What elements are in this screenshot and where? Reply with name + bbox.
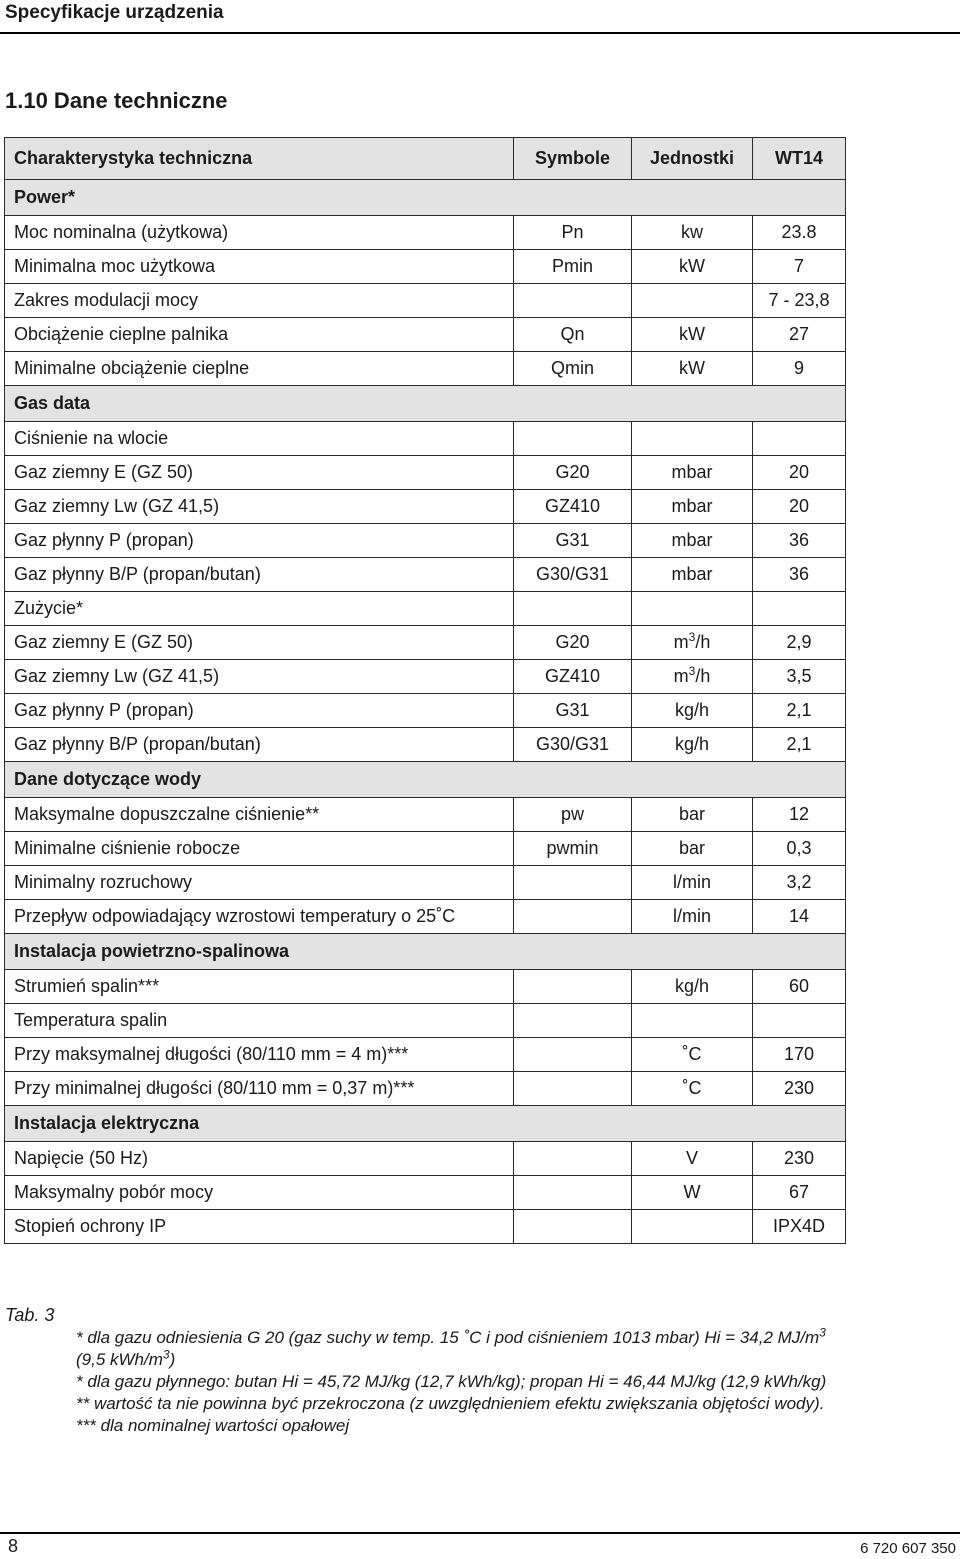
row-unit: l/min bbox=[632, 900, 753, 934]
table-row bbox=[5, 216, 846, 250]
row-unit bbox=[632, 422, 753, 456]
row-unit bbox=[632, 1210, 753, 1244]
row-value: 9 bbox=[753, 352, 846, 386]
row-unit bbox=[632, 1004, 753, 1038]
row-symbol bbox=[514, 900, 632, 934]
table-section-row bbox=[5, 386, 846, 422]
row-value: 12 bbox=[753, 798, 846, 832]
section-label: Power* bbox=[5, 180, 846, 216]
row-label: Gaz ziemny Lw (GZ 41,5) bbox=[5, 660, 514, 694]
row-label: Temperatura spalin bbox=[5, 1004, 514, 1038]
footnote: ** wartość ta nie powinna być przekroczona (z uwzględnieniem efektu zwiększania objętości wody). bbox=[76, 1394, 825, 1413]
row-label: Obciążenie cieplne palnika bbox=[5, 318, 514, 352]
row-symbol bbox=[514, 1210, 632, 1244]
row-symbol: GZ410 bbox=[514, 490, 632, 524]
table-row bbox=[5, 832, 846, 866]
header-title: Specyfikacje urządzenia bbox=[5, 2, 224, 23]
row-label: Strumień spalin*** bbox=[5, 970, 514, 1004]
table-section-row bbox=[5, 762, 846, 798]
row-unit: $m^3/h$ bbox=[632, 660, 753, 694]
row-value: 7 - 23,8 bbox=[753, 284, 846, 318]
page-header bbox=[0, 0, 960, 32]
row-symbol bbox=[514, 1004, 632, 1038]
table-row bbox=[5, 970, 846, 1004]
row-label: Maksymalne dopuszczalne ciśnienie** bbox=[5, 798, 514, 832]
row-symbol: pwmin bbox=[514, 832, 632, 866]
table-row bbox=[5, 1176, 846, 1210]
row-symbol: GZ410 bbox=[514, 660, 632, 694]
table-row bbox=[5, 728, 846, 762]
table-row bbox=[5, 558, 846, 592]
row-value: 67 bbox=[753, 1176, 846, 1210]
row-value bbox=[753, 592, 846, 626]
row-symbol: Qmin bbox=[514, 352, 632, 386]
row-unit: kg/h bbox=[632, 970, 753, 1004]
row-unit: kW bbox=[632, 250, 753, 284]
row-label: Napięcie (50 Hz) bbox=[5, 1142, 514, 1176]
row-label: Minimalne obciążenie cieplne bbox=[5, 352, 514, 386]
row-value: 7 bbox=[753, 250, 846, 284]
table-row bbox=[5, 694, 846, 728]
row-label: Gaz płynny B/P (propan/butan) bbox=[5, 558, 514, 592]
row-value: 0,3 bbox=[753, 832, 846, 866]
table-row bbox=[5, 1072, 846, 1106]
row-symbol: G20 bbox=[514, 626, 632, 660]
row-symbol: G20 bbox=[514, 456, 632, 490]
row-unit: kg/h bbox=[632, 694, 753, 728]
row-unit: ˚C bbox=[632, 1038, 753, 1072]
row-unit: bar bbox=[632, 798, 753, 832]
row-unit: kW bbox=[632, 318, 753, 352]
footer-divider bbox=[0, 1532, 960, 1534]
row-unit: kg/h bbox=[632, 728, 753, 762]
footnotes bbox=[76, 1327, 956, 1437]
row-label: Gaz płynny B/P (propan/butan) bbox=[5, 728, 514, 762]
table-section-row bbox=[5, 1106, 846, 1142]
table-row bbox=[5, 1210, 846, 1244]
table-row bbox=[5, 660, 846, 694]
table-row bbox=[5, 1038, 846, 1072]
row-label: Moc nominalna (użytkowa) bbox=[5, 216, 514, 250]
row-symbol bbox=[514, 1176, 632, 1210]
row-value: 170 bbox=[753, 1038, 846, 1072]
row-value: 27 bbox=[753, 318, 846, 352]
row-symbol bbox=[514, 1142, 632, 1176]
row-unit: l/min bbox=[632, 866, 753, 900]
row-symbol: G30/G31 bbox=[514, 728, 632, 762]
row-symbol: Pmin bbox=[514, 250, 632, 284]
row-unit: ˚C bbox=[632, 1072, 753, 1106]
row-symbol: Qn bbox=[514, 318, 632, 352]
footnote: *** dla nominalnej wartości opałowej bbox=[76, 1416, 350, 1435]
section-label: Gas data bbox=[5, 386, 846, 422]
row-label: Gaz ziemny Lw (GZ 41,5) bbox=[5, 490, 514, 524]
row-unit: W bbox=[632, 1176, 753, 1210]
row-label: Gaz płynny P (propan) bbox=[5, 524, 514, 558]
row-value bbox=[753, 422, 846, 456]
row-label: Przepływ odpowiadający wzrostowi temperatury o 25˚C bbox=[5, 900, 514, 934]
row-value: 3,2 bbox=[753, 866, 846, 900]
row-symbol: G30/G31 bbox=[514, 558, 632, 592]
document-number: 6 720 607 350 bbox=[860, 1540, 956, 1557]
row-label: Zakres modulacji mocy bbox=[5, 284, 514, 318]
technical-data-table bbox=[4, 137, 846, 1244]
row-value: 230 bbox=[753, 1072, 846, 1106]
table-row bbox=[5, 626, 846, 660]
table-row bbox=[5, 352, 846, 386]
section-label: Instalacja elektryczna bbox=[5, 1106, 846, 1142]
table-caption: Tab. 3 bbox=[5, 1305, 55, 1325]
row-symbol bbox=[514, 1072, 632, 1106]
footnote: * dla gazu odniesienia G 20 (gaz suchy w temp. 15 ˚C i pod ciśnieniem 1013 mbar) Hi = 34,2 $MJ/m^3$ bbox=[76, 1325, 826, 1347]
table-section-row bbox=[5, 180, 846, 216]
row-unit: kW bbox=[632, 352, 753, 386]
row-label: Ciśnienie na wlocie bbox=[5, 422, 514, 456]
row-label: Gaz płynny P (propan) bbox=[5, 694, 514, 728]
row-value: 230 bbox=[753, 1142, 846, 1176]
footnote: * dla gazu płynnego: butan Hi = 45,72 MJ/kg (12,7 kWh/kg); propan Hi = 46,44 MJ/kg (12,9 kWh/kg) bbox=[76, 1372, 827, 1391]
row-value: 23.8 bbox=[753, 216, 846, 250]
row-value: 60 bbox=[753, 970, 846, 1004]
table-row bbox=[5, 1004, 846, 1038]
table-row bbox=[5, 900, 846, 934]
table-section-row bbox=[5, 934, 846, 970]
row-value: 14 bbox=[753, 900, 846, 934]
column-header-value: WT14 bbox=[753, 138, 846, 180]
row-unit: bar bbox=[632, 832, 753, 866]
row-value: 3,5 bbox=[753, 660, 846, 694]
table-row bbox=[5, 524, 846, 558]
row-symbol: Pn bbox=[514, 216, 632, 250]
row-label: Maksymalny pobór mocy bbox=[5, 1176, 514, 1210]
row-symbol bbox=[514, 284, 632, 318]
table-row bbox=[5, 284, 846, 318]
table-row bbox=[5, 592, 846, 626]
header-divider bbox=[0, 32, 960, 34]
row-value: 2,1 bbox=[753, 694, 846, 728]
table-row bbox=[5, 1142, 846, 1176]
table-row bbox=[5, 866, 846, 900]
row-value bbox=[753, 1004, 846, 1038]
row-unit: $m^3/h$ bbox=[632, 626, 753, 660]
table-row bbox=[5, 490, 846, 524]
row-value: 36 bbox=[753, 558, 846, 592]
row-value: 2,1 bbox=[753, 728, 846, 762]
section-label: Dane dotyczące wody bbox=[5, 762, 846, 798]
row-unit bbox=[632, 592, 753, 626]
row-unit: mbar bbox=[632, 558, 753, 592]
table-row bbox=[5, 422, 846, 456]
row-value: IPX4D bbox=[753, 1210, 846, 1244]
row-label: Gaz ziemny E (GZ 50) bbox=[5, 456, 514, 490]
page-number: 8 bbox=[8, 1536, 19, 1556]
column-header-characteristic: Charakterystyka techniczna bbox=[5, 138, 514, 180]
row-symbol bbox=[514, 422, 632, 456]
table-row bbox=[5, 798, 846, 832]
row-symbol bbox=[514, 970, 632, 1004]
row-symbol: pw bbox=[514, 798, 632, 832]
row-label: Stopień ochrony IP bbox=[5, 1210, 514, 1244]
row-label: Minimalna moc użytkowa bbox=[5, 250, 514, 284]
row-label: Przy minimalnej długości (80/110 mm = 0,37 m)*** bbox=[5, 1072, 514, 1106]
row-label: Przy maksymalnej długości (80/110 mm = 4 m)*** bbox=[5, 1038, 514, 1072]
column-header-unit: Jednostki bbox=[632, 138, 753, 180]
table-row bbox=[5, 250, 846, 284]
row-unit: mbar bbox=[632, 490, 753, 524]
row-value: 20 bbox=[753, 490, 846, 524]
section-label: Instalacja powietrzno-spalinowa bbox=[5, 934, 846, 970]
row-symbol: G31 bbox=[514, 524, 632, 558]
row-value: 2,9 bbox=[753, 626, 846, 660]
section-title: 1.10 Dane techniczne bbox=[5, 88, 228, 113]
table-body bbox=[5, 138, 846, 1244]
row-symbol bbox=[514, 866, 632, 900]
row-value: 20 bbox=[753, 456, 846, 490]
row-unit: mbar bbox=[632, 456, 753, 490]
table-row bbox=[5, 318, 846, 352]
row-unit: mbar bbox=[632, 524, 753, 558]
column-header-symbol: Symbole bbox=[514, 138, 632, 180]
row-symbol bbox=[514, 592, 632, 626]
footnote: (9,5 kWh/$m^3$) bbox=[76, 1347, 176, 1369]
row-label: Zużycie* bbox=[5, 592, 514, 626]
row-symbol bbox=[514, 1038, 632, 1072]
row-unit: kw bbox=[632, 216, 753, 250]
table-header-row bbox=[5, 138, 846, 180]
row-label: Gaz ziemny E (GZ 50) bbox=[5, 626, 514, 660]
row-label: Minimalne ciśnienie robocze bbox=[5, 832, 514, 866]
row-symbol: G31 bbox=[514, 694, 632, 728]
row-value: 36 bbox=[753, 524, 846, 558]
row-unit bbox=[632, 284, 753, 318]
table-row bbox=[5, 456, 846, 490]
row-unit: V bbox=[632, 1142, 753, 1176]
row-label: Minimalny rozruchowy bbox=[5, 866, 514, 900]
